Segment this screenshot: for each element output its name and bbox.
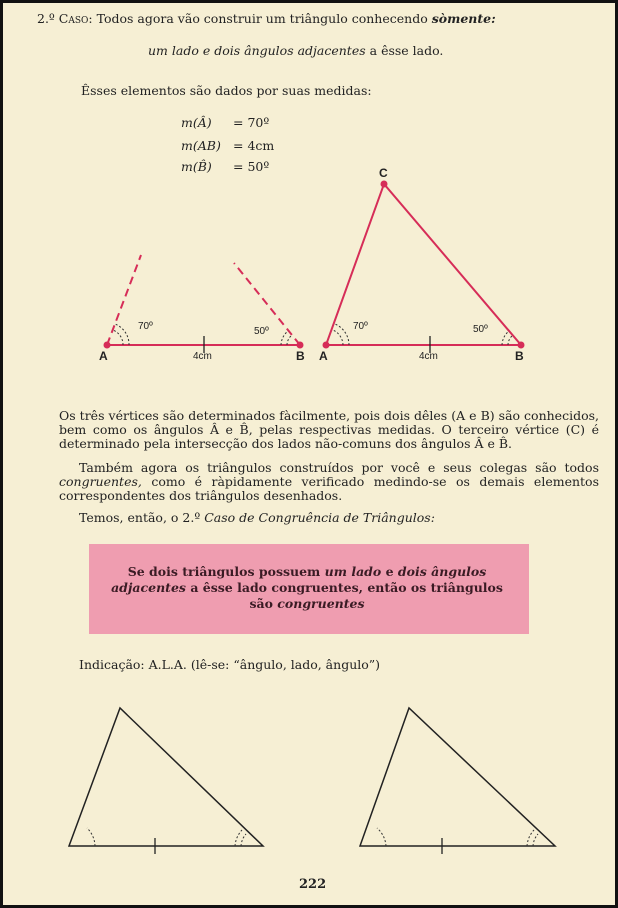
measure-value: = 4cm	[233, 138, 275, 153]
vertex-a-label: A	[99, 349, 108, 363]
vertex-a-label: A	[319, 349, 328, 363]
theorem-part: um lado	[324, 564, 382, 579]
right-triangle-construction	[319, 166, 525, 363]
side-label: 4cm	[419, 351, 438, 362]
vertex-b-label: B	[296, 349, 305, 363]
paragraph2-rest: como é ràpidamente verificado medindo-se os demais elementos correspondentes dos triângulos desenhados.	[59, 474, 599, 503]
subtitle-rest: a êsse lado.	[369, 43, 444, 58]
indication-line: Indicação: A.L.A. (lê-se: “ângulo, lado, ângulo”)	[79, 657, 381, 672]
page-number: 222	[299, 877, 327, 892]
vertex-c-label: C	[379, 166, 388, 180]
measure-name: m(B̂)	[181, 159, 212, 174]
theorem-part: e	[385, 564, 394, 579]
paragraph-congruent	[59, 461, 599, 503]
paragraph-case-intro	[79, 510, 435, 525]
measure-value: = 70º	[233, 115, 270, 130]
measure-name: m(AB)	[181, 138, 221, 153]
theorem-text	[107, 564, 507, 612]
paragraph3-emph: Caso de Congruência de Triângulos:	[204, 510, 435, 525]
paragraph2-emph: congruentes,	[59, 474, 142, 489]
angle-a-label: 70º	[353, 321, 368, 332]
vertex-b-label: B	[515, 349, 524, 363]
congruent-triangle-left	[69, 708, 263, 854]
case-intro: Todos agora vão construir um triângulo conhecendo	[96, 11, 428, 26]
case-number: 2.º	[37, 11, 55, 26]
construction-figures	[3, 3, 615, 905]
paragraph3-lead: Temos, então, o 2.º	[79, 510, 201, 525]
theorem-part: congruentes	[277, 596, 365, 611]
left-construction	[99, 255, 305, 363]
elements-intro: Êsses elementos são dados por suas medidas:	[81, 83, 372, 98]
theorem-part: dois ângulos adjacentes	[111, 564, 487, 595]
case-emphasis: sòmente:	[431, 11, 496, 26]
angle-a-label: 70º	[138, 321, 153, 332]
paragraph-vertices: Os três vértices são determinados fàcilmente, pois dois dêles (A e B) são conhecidos, bem como os ângulos Â e B̂, pelas respectivas medidas. O terceiro vértice (C) é determinado pela intersecção dos lados não-comuns dos ângulos Â e B̂.	[59, 408, 599, 451]
theorem-part: Se dois triângulos possuem	[127, 564, 321, 579]
paragraph2-lead: Também agora os triângulos construídos por você e seus colegas são todos	[79, 460, 599, 475]
measure-value: = 50º	[233, 159, 270, 174]
congruent-triangle-right	[360, 708, 555, 854]
case-label: Caso:	[58, 11, 93, 26]
subtitle-emph: um lado e dois ângulos adjacentes	[148, 43, 366, 58]
measure-name: m(Â)	[181, 115, 212, 130]
angle-b-label: 50º	[254, 326, 269, 337]
theorem-part: a êsse lado congruentes, então os triângulos são	[190, 580, 503, 611]
angle-b-label: 50º	[473, 324, 488, 335]
side-label: 4cm	[193, 351, 212, 362]
